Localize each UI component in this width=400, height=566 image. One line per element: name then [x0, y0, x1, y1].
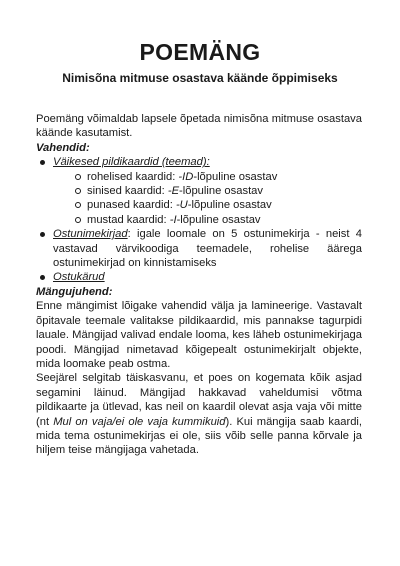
materials-item-picture-cards [36, 155, 362, 227]
card-black-ending: -I [169, 213, 177, 226]
card-black-pre: mustad kaardid: [87, 213, 170, 226]
picture-cards-sublist [53, 170, 362, 228]
page-subtitle: Nimisõna mitmuse osastava käände õppimiseks [62, 71, 338, 85]
card-green-ending: -ID [178, 170, 194, 183]
materials-heading-text: Vahendid [36, 141, 86, 154]
card-blue-post: -lõpuline osastav [179, 185, 263, 198]
card-black-post: -lõpuline osastav [176, 213, 261, 226]
card-green-post: -lõpuline osastav [193, 170, 278, 183]
card-red [73, 198, 362, 212]
intro-paragraph: Poemäng võimaldab lapsele õpetada nimisõna mitmuse osastava käände kasutamist. [36, 113, 362, 140]
card-red-post: -lõpuline osastav [187, 199, 272, 212]
materials-list [36, 155, 362, 285]
paragraph-2-example: Mul on vaja/ei ole vaja kummikuid [53, 415, 226, 428]
card-red-ending: -U [175, 199, 188, 212]
instructions-paragraph-2 [36, 371, 362, 457]
carts-label: Ostukärud [53, 271, 105, 284]
document-body [36, 112, 362, 458]
instructions-paragraph-1: Enne mängimist lõigake vahendid välja ja lamineerige. Vastavalt õpitavale teemale valitakse pildikaardid, mis pannakse tagurpidi lauale. Mängijad valivad endale looma, kes läheb ostunimekirjaga poodi. Mängijad nimetavad kõigepealt ostunimekirjalt objekte, mida loomake peab ostma. [36, 300, 362, 370]
materials-item-carts [36, 270, 362, 284]
instructions-heading-text: Mängujuhend [36, 285, 109, 298]
paragraph-2-part-a: Seejärel selgitab täiskasvanu, et poes on kogemata kõik asjad segamini läinud. Mängijad hakkavad vaheldumisi võtma pildikaarte ja ütlevad, kas neil on kaardil olevat asja vaja või mitte (nt [36, 372, 362, 428]
card-black [73, 213, 362, 227]
card-blue-pre: sinised kaardid: [87, 185, 168, 198]
picture-cards-label: Väikesed pildikaardid (teemad): [53, 156, 210, 169]
page-title: POEMÄNG [139, 39, 261, 65]
paragraph-2-part-b: ). Kui mängija saab kaardi, mida tema ostunimekirjas ei ole, siis võib selle panna kõrvale ja hiljem teise mängijaga vahetada. [36, 415, 363, 457]
materials-item-shopping-lists [36, 227, 362, 270]
shopping-lists-label: Ostunimekirjad [53, 228, 128, 241]
card-green-pre: rohelised kaardid: [87, 170, 179, 183]
card-green [73, 170, 362, 184]
shopping-lists-text: : igale loomale on 5 ostunimekirja - neist 4 vastavad värvikoodiga teemadele, rohelise äärega ostunimekirjad on kinnistamiseks [53, 228, 362, 270]
card-blue [73, 184, 362, 198]
instructions-heading: Mängujuhend: [36, 285, 113, 298]
card-blue-ending: -E [167, 185, 180, 198]
materials-heading: Vahendid: [36, 141, 90, 154]
card-red-pre: punased kaardid: [87, 199, 176, 212]
